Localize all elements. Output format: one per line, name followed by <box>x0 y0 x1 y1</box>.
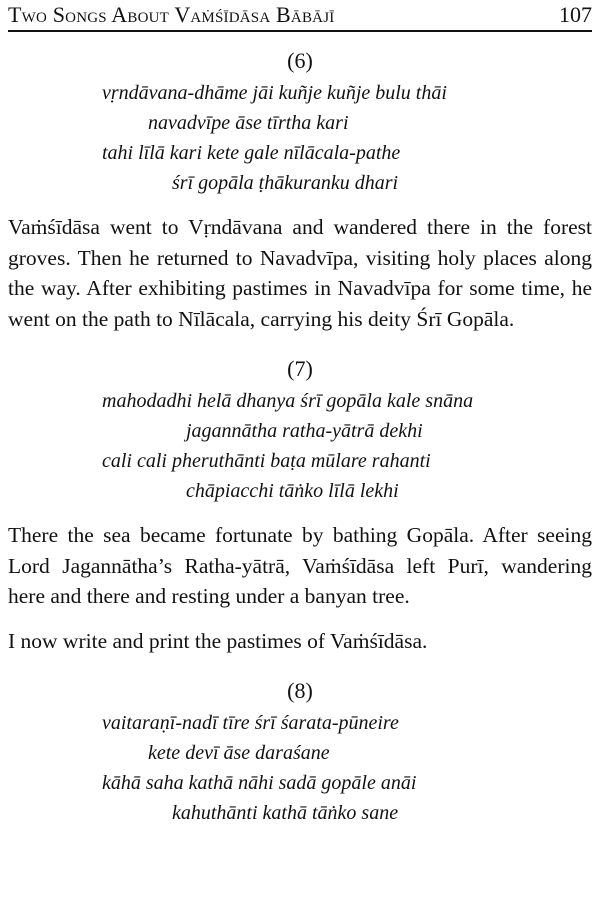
verse-line: jagannātha ratha-yātrā dekhi <box>186 420 423 442</box>
verse-line: tahi līlā kari kete gale nīlācala-pathe <box>102 142 401 164</box>
verse-line: chāpiacchi tāṅko līlā lekhi <box>186 480 399 502</box>
verse-line: navadvīpe āse tīrtha kari <box>148 112 349 134</box>
verse-line: kāhā saha kathā nāhi sadā gopāle anāi <box>102 772 417 794</box>
verse-block <box>8 386 592 506</box>
translation-paragraph: I now write and print the pastimes of Vaṁśīdāsa. <box>8 628 428 653</box>
verse-block <box>8 78 592 198</box>
verse-line: kahuthānti kathā tāṅko sane <box>172 802 399 824</box>
translation-paragraph: There the sea became fortunate by bathing Gopāla. After seeing Lord Jagannātha’s Ratha-yātrā, Vaṁśīdāsa left Purī, wandering here and there and resting under a banyan tree. <box>8 523 592 608</box>
verse-number: (6) <box>287 48 313 73</box>
verse-line: vṛndāvana-dhāme jāi kuñje kuñje bulu thāi <box>102 82 447 104</box>
verse-line: cali cali pheruthānti baṭa mūlare rahanti <box>102 450 431 472</box>
verse-line: śrī gopāla ṭhākuranku dhari <box>172 172 399 194</box>
verse-line: vaitaraṇī-nadī tīre śrī śarata-pūneire <box>102 712 399 734</box>
verse-block <box>8 708 592 828</box>
verse-line: mahodadhi helā dhanya śrī gopāla kale snāna <box>102 390 474 412</box>
verse-number: (8) <box>287 678 313 703</box>
translation-paragraph: Vaṁśīdāsa went to Vṛndāvana and wandered there in the forest groves. Then he returned to Navadvīpa, visiting holy places along the way. After exhibiting pastimes in Navadvīpa for some time, he went on the path to Nīlācala, carrying his deity Śrī Gopāla. <box>8 215 592 331</box>
verse-number: (7) <box>287 356 313 381</box>
running-title: Two Songs About Vaṁśīdāsa Bābājī <box>8 2 335 27</box>
verse-line: kete devī āse daraśane <box>148 742 330 764</box>
page-header <box>8 0 592 32</box>
page-body <box>8 44 592 828</box>
page-number: 107 <box>559 2 592 27</box>
